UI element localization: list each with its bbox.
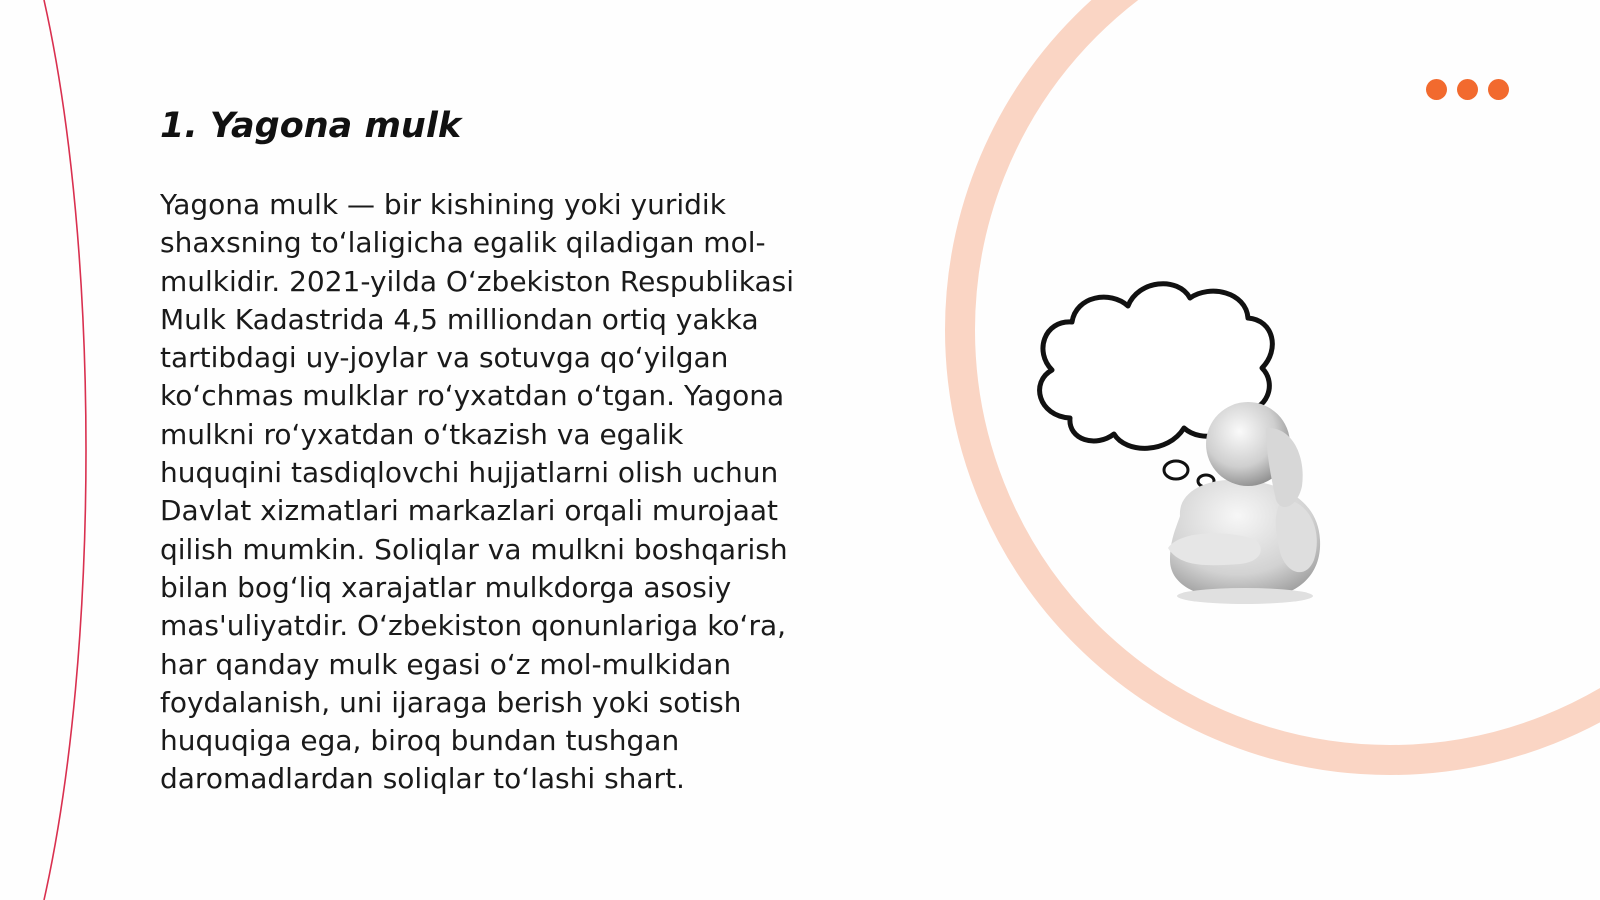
body-line: foydalanish, uni ijaraga berish yoki sotish: [160, 685, 742, 719]
body-line: tartibdagi uy-joylar va sotuvga qoʻyilgan: [160, 341, 729, 375]
body-line: shaxsning toʻlaligicha egalik qiladigan mol-: [160, 226, 766, 260]
body-line: bilan bogʻliq xarajatlar mulkdorga asosiy: [160, 570, 732, 604]
body-line: koʻchmas mulklar roʻyxatdan oʻtgan. Yagona: [160, 379, 785, 413]
orange-dot: [1426, 79, 1447, 100]
body-line: qilish mumkin. Soliqlar va mulkni boshqarish: [160, 532, 788, 566]
body-line: Yagona mulk — bir kishining yoki yuridik: [160, 188, 726, 221]
body-line: har qanday mulk egasi oʻz mol-mulkidan: [160, 647, 732, 681]
body-line: huquqiga ega, biroq bundan tushgan: [160, 724, 680, 758]
decorative-dots: [1426, 79, 1509, 100]
body-line: Mulk Kadastrida 4,5 milliondan ortiq yakka: [160, 302, 759, 336]
slide-title: 1. Yagona mulk: [160, 106, 462, 146]
thinking-person-icon: [1030, 278, 1350, 618]
orange-dot: [1488, 79, 1509, 100]
body-line: daromadlardan soliqlar toʻlashi shart.: [160, 762, 685, 796]
body-line: mulkidir. 2021-yilda Oʻzbekiston Respublikasi: [160, 264, 795, 298]
left-curve-line: [44, 0, 86, 900]
orange-dot: [1457, 79, 1478, 100]
body-line: mas'uliyatdir. Oʻzbekiston qonunlariga koʻra,: [160, 609, 787, 643]
body-line: mulkni roʻyxatdan oʻtkazish va egalik: [160, 417, 684, 451]
body-line: Davlat xizmatlari markazlari orqali murojaat: [160, 494, 779, 528]
slide-body-text: [160, 186, 850, 799]
body-line: huquqini tasdiqlovchi hujjatlarni olish uchun: [160, 456, 779, 490]
